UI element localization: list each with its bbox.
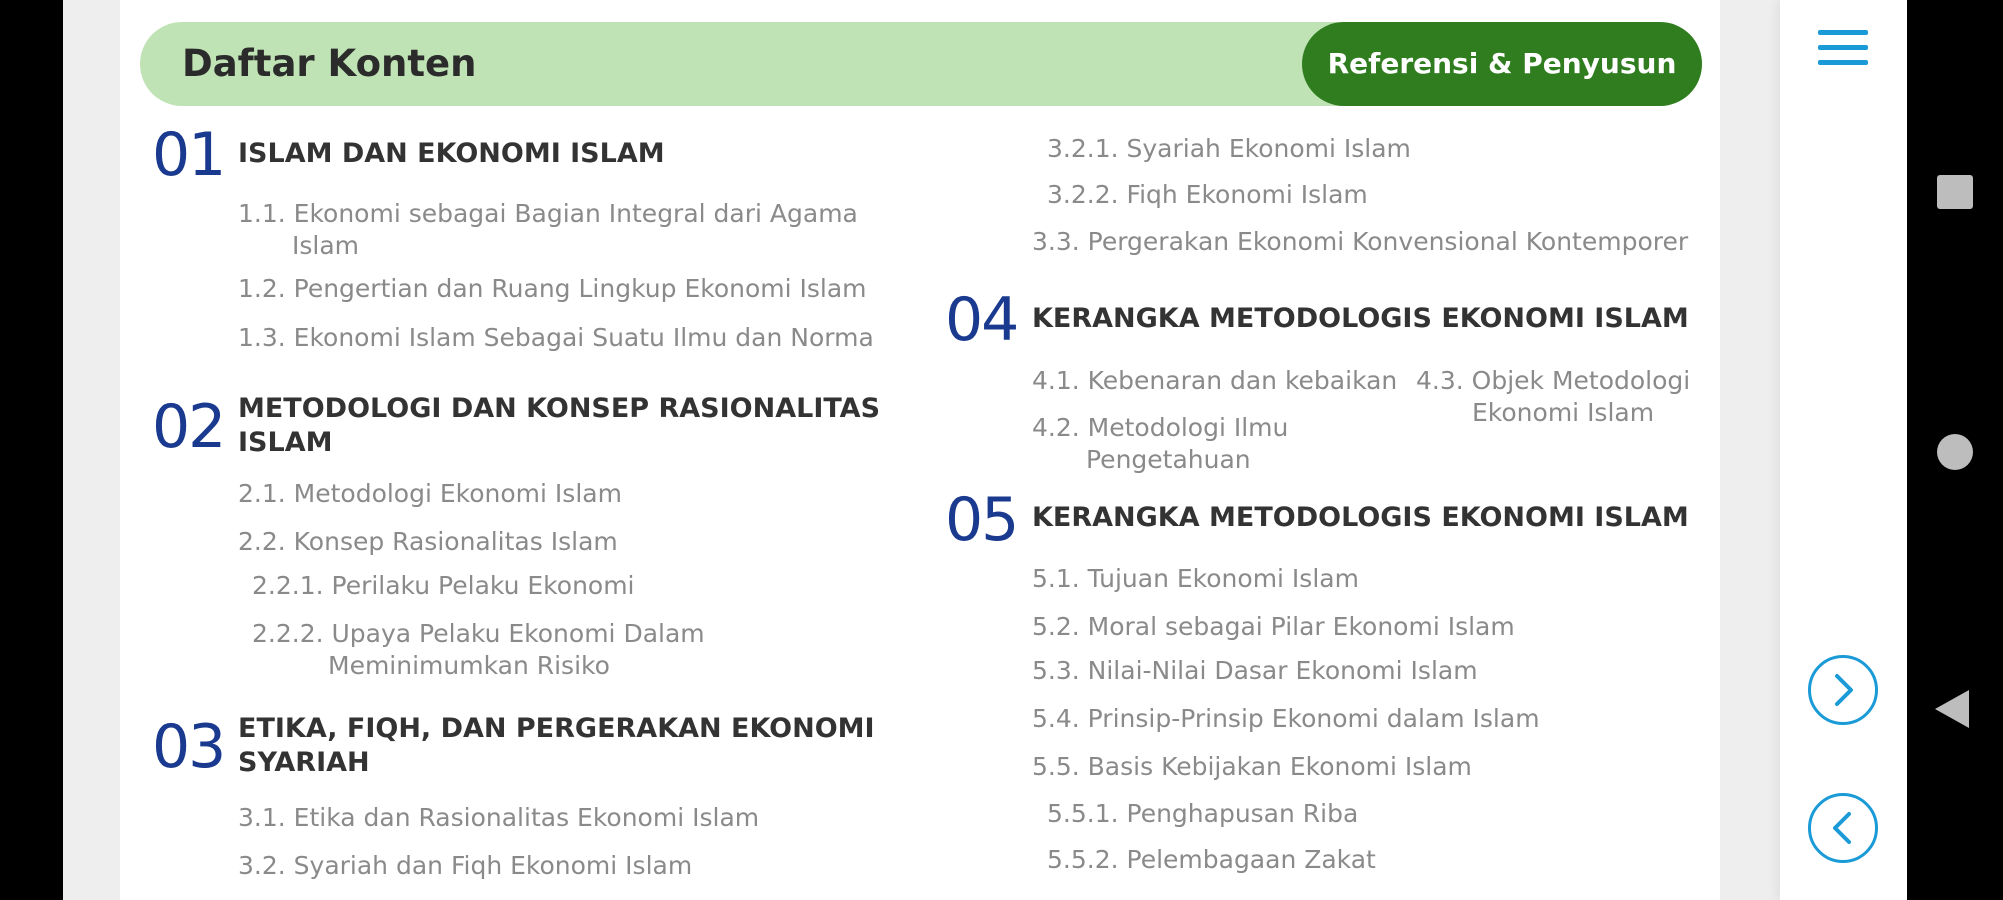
reference-button[interactable]: Referensi & Penyusun — [1302, 22, 1702, 106]
chapter-title[interactable]: ETIKA, FIQH, DAN PERGERAKAN EKONOMI SYARIAH — [238, 713, 875, 778]
toc-item[interactable]: 5.2. Moral sebagai Pilar Ekonomi Islam — [1032, 612, 1515, 641]
chapter-title[interactable]: KERANGKA METODOLOGIS EKONOMI ISLAM — [1032, 303, 1689, 334]
toc-item[interactable]: 3.2.1. Syariah Ekonomi Islam — [1047, 134, 1411, 163]
chapter-number: 01 — [152, 120, 225, 190]
chapter-title[interactable]: METODOLOGI DAN KONSEP RASIONALITAS ISLAM — [238, 393, 881, 458]
hamburger-icon[interactable] — [1818, 30, 1868, 72]
chevron-right-icon — [1811, 658, 1875, 722]
toc-item[interactable]: 3.3. Pergerakan Ekonomi Konvensional Kontemporer — [1032, 227, 1689, 256]
toc-item[interactable]: 5.5. Basis Kebijakan Ekonomi Islam — [1032, 752, 1472, 781]
circle-icon[interactable] — [1937, 434, 1973, 470]
chapter-title[interactable]: KERANGKA METODOLOGIS EKONOMI ISLAM — [1032, 502, 1689, 533]
toc-item[interactable]: 2.2. Konsep Rasionalitas Islam — [238, 527, 618, 556]
toc-item[interactable]: 2.2.2. Upaya Pelaku Ekonomi Dalam Meminimumkan Risiko — [252, 619, 705, 680]
toc-item[interactable]: 5.5.2. Pelembagaan Zakat — [1047, 845, 1376, 874]
toc-item[interactable]: 5.3. Nilai-Nilai Dasar Ekonomi Islam — [1032, 656, 1478, 685]
chapter-number: 05 — [945, 485, 1018, 555]
side-panel — [1780, 0, 1907, 900]
toc-item[interactable]: 2.2.1. Perilaku Pelaku Ekonomi — [252, 571, 635, 600]
chevron-left-icon — [1811, 796, 1875, 860]
toc-item[interactable]: 1.3. Ekonomi Islam Sebagai Suatu Ilmu dan Norma — [238, 323, 874, 352]
toc-item[interactable]: 5.4. Prinsip-Prinsip Ekonomi dalam Islam — [1032, 704, 1540, 733]
toc-item[interactable]: 5.1. Tujuan Ekonomi Islam — [1032, 564, 1359, 593]
toc-item[interactable]: 1.1. Ekonomi sebagai Bagian Integral dari Agama Islam — [238, 199, 858, 260]
square-icon[interactable] — [1937, 175, 1973, 209]
toc-item[interactable]: 3.2. Syariah dan Fiqh Ekonomi Islam — [238, 851, 693, 880]
toc-item[interactable]: 2.1. Metodologi Ekonomi Islam — [238, 479, 622, 508]
next-button[interactable] — [1808, 655, 1878, 725]
toc-item[interactable]: 1.2. Pengertian dan Ruang Lingkup Ekonomi Islam — [238, 274, 867, 303]
toc-item[interactable]: 3.1. Etika dan Rasionalitas Ekonomi Islam — [238, 803, 760, 832]
toc-item[interactable]: 4.3. Objek Metodologi Ekonomi Islam — [1416, 366, 1691, 427]
chapter-title[interactable]: ISLAM DAN EKONOMI ISLAM — [238, 138, 665, 169]
chapter-number: 03 — [152, 712, 225, 782]
page-title: Daftar Konten — [182, 42, 477, 85]
toc-item[interactable]: 3.2.2. Fiqh Ekonomi Islam — [1047, 180, 1368, 209]
toc-item[interactable]: 4.2. Metodologi Ilmu Pengetahuan — [1032, 413, 1289, 474]
toc-item[interactable]: 5.5.1. Penghapusan Riba — [1047, 799, 1359, 828]
left-black-bar — [0, 0, 63, 900]
chapter-number: 02 — [152, 392, 225, 462]
toc-item[interactable]: 4.1. Kebenaran dan kebaikan — [1032, 366, 1398, 395]
previous-button[interactable] — [1808, 793, 1878, 863]
chapter-number: 04 — [945, 285, 1018, 355]
triangle-back-icon[interactable] — [1935, 690, 1969, 728]
content-header — [140, 22, 1702, 106]
